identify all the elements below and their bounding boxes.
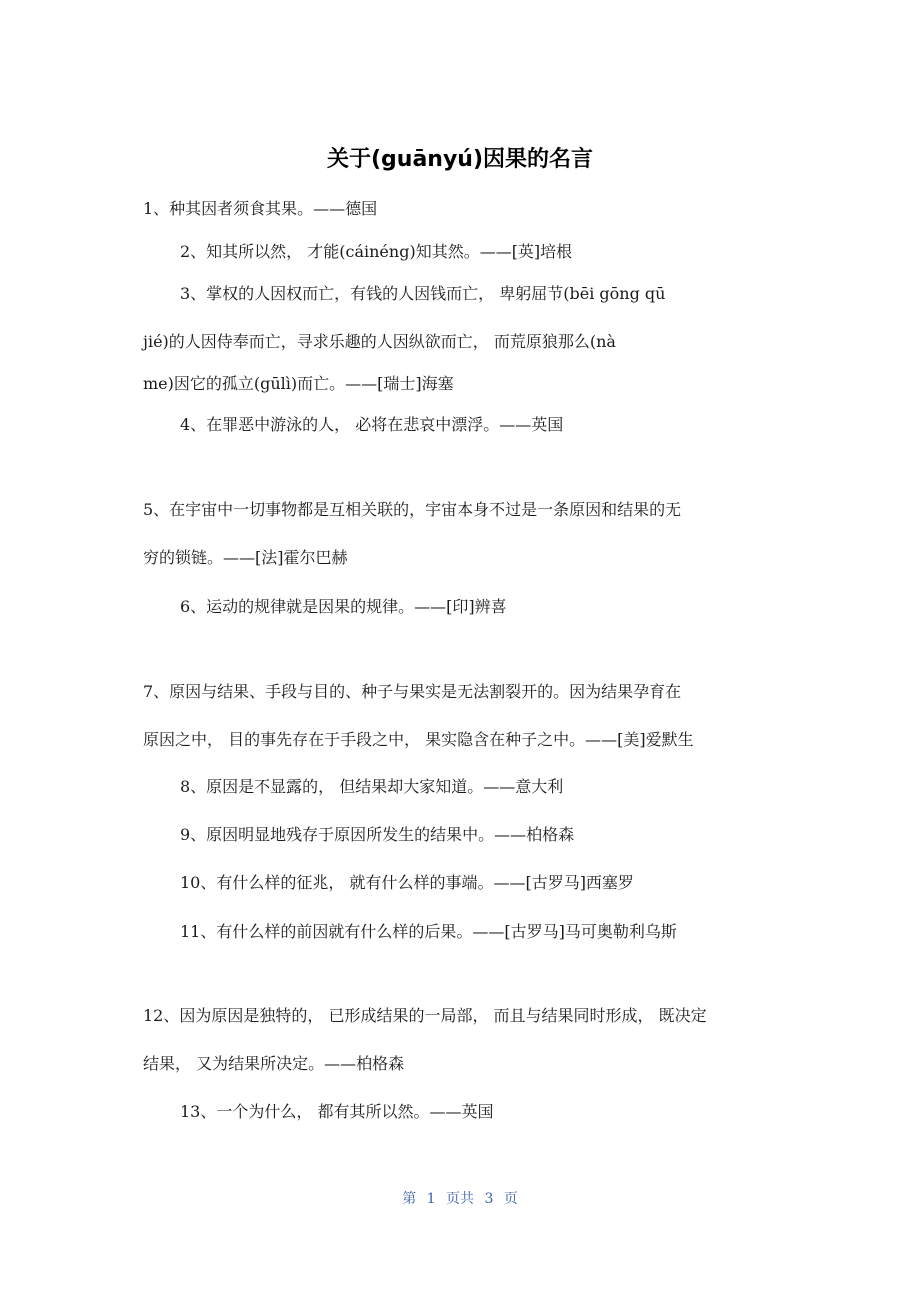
quote-line: 6、运动的规律就是因果的规律。——[印]辨喜: [180, 597, 507, 616]
quote-line: 12、因为原因是独特的， 已形成结果的一局部， 而且与结果同时形成， 既决定: [143, 1006, 707, 1025]
quote-line: 10、有什么样的征兆， 就有什么样的事端。——[古罗马]西塞罗: [180, 873, 634, 892]
page-number-footer: 第 1 页共 3 页: [402, 1191, 518, 1207]
quote-line: 13、一个为什么， 都有其所以然。——英国: [180, 1102, 494, 1121]
quote-line: 原因之中， 目的事先存在于手段之中， 果实隐含在种子之中。——[美]爱默生: [143, 730, 694, 749]
quote-line: jié)的人因侍奉而亡，寻求乐趣的人因纵欲而亡， 而荒原狼那么(nà: [143, 332, 616, 351]
quote-line: 结果， 又为结果所决定。——柏格森: [143, 1054, 405, 1073]
quote-line: 1、种其因者须食其果。——德国: [143, 199, 378, 218]
quote-line: me)因它的孤立(gūlì)而亡。——[瑞士]海塞: [143, 374, 454, 393]
quote-line: 8、原因是不显露的， 但结果却大家知道。——意大利: [180, 777, 564, 796]
quote-line: 2、知其所以然， 才能(cáinéng)知其然。——[英]培根: [180, 242, 573, 261]
quote-line: 穷的锁链。——[法]霍尔巴赫: [143, 548, 348, 567]
quote-line: 3、掌权的人因权而亡，有钱的人因钱而亡， 卑躬屈节(bēi gōng qū: [180, 284, 666, 303]
quote-line: 11、有什么样的前因就有什么样的后果。——[古罗马]马可奥勒利乌斯: [180, 922, 677, 941]
quote-line: 5、在宇宙中一切事物都是互相关联的，宇宙本身不过是一条原因和结果的无: [143, 500, 682, 519]
quote-line: 9、原因明显地残存于原因所发生的结果中。——柏格森: [180, 825, 575, 844]
quote-line: 4、在罪恶中游泳的人， 必将在悲哀中漂浮。——英国: [180, 415, 564, 434]
quote-line: 7、原因与结果、手段与目的、种子与果实是无法割裂开的。因为结果孕育在: [143, 682, 682, 701]
document-title: 关于(guānyú)因果的名言: [326, 147, 594, 172]
